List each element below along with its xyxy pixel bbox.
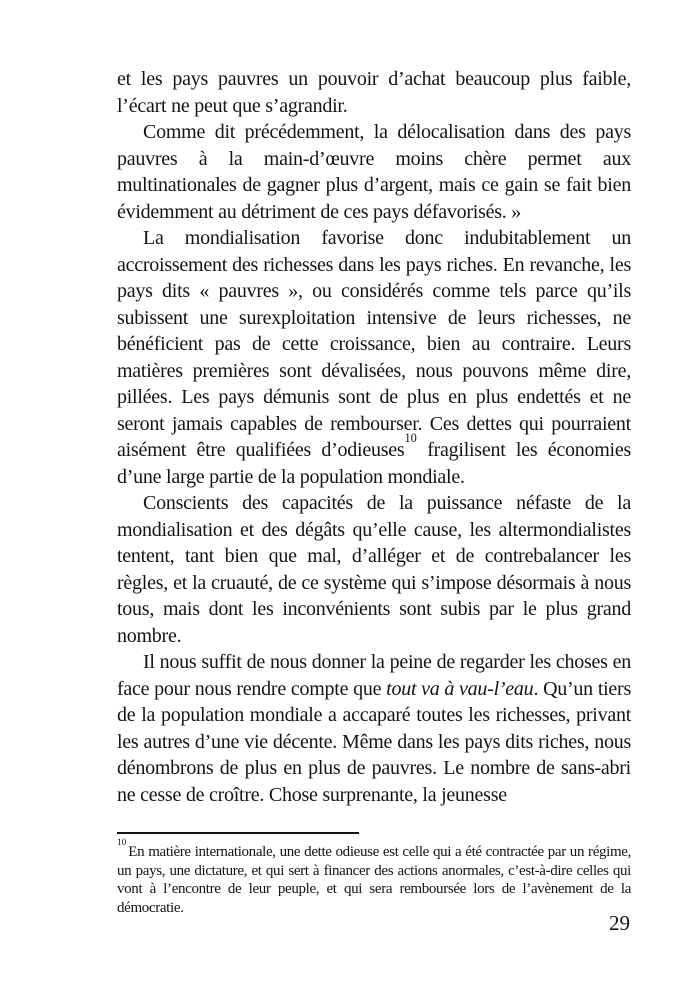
footnote-area: [117, 832, 631, 917]
page-body-text: [117, 66, 631, 808]
paragraph-text-after-footnote-ref: fragilisent les économies d’une large partie de la population mondiale.: [117, 439, 632, 488]
footnote-body: En matière internationale, une dette odieuse est celle qui a été contractée par un régime, un pays, une dictature, et qui sert à financer des actions anormales, c’est-à-dire celles qui vont à l’encontre de leur peuple, et qui sera remboursée lors de l’avènement de la démocratie.: [117, 844, 631, 916]
page-number: 29: [609, 911, 630, 935]
paragraph-constat: [117, 649, 631, 808]
footnote-reference-10: 10: [404, 430, 417, 445]
paragraph-continuation: et les pays pauvres un pouvoir d’achat beaucoup plus faible, l’écart ne peut que s’agrandir.: [117, 68, 631, 117]
italic-phrase: tout va à vau-l’eau: [386, 677, 534, 700]
footnote-text: [117, 838, 631, 917]
footnote-separator-rule: [117, 832, 359, 834]
paragraph-mondialisation: [117, 225, 631, 490]
paragraph-text-after-italic: . Qu’un tiers de la population mondiale a accaparé toutes les richesses, privant les autres d’une vie décente. Même dans les pays dits riches, nous dénombrons de plus en plus de pauvres. Le nombre de sans-abri ne cesse de croître. Chose surprenante, la jeunesse: [117, 677, 632, 806]
footnote-marker-10: 10: [117, 838, 127, 849]
paragraph-text-before-footnote-ref: La mondialisation favorise donc indubitablement un accroissement des richesses dans les pays riches. En revanche, les pays dits « pauvres », ou considérés comme tels parce qu’ils subissent une surexploitation intensive de leurs richesses, ne bénéficient pas de cette croissance, bien au contraire. Leurs matières premières sont dévalisées, nous pouvons même dire, pillées. Les pays démunis sont de plus en plus endettés et ne seront jamais capables de rembourser. Ces dettes qui pourraient aisément être qualifiées d’odieuses: [117, 227, 631, 461]
paragraph-altermondialistes: Conscients des capacités de la puissance néfaste de la mondialisation et des dégâts qu’elle cause, les altermondialistes tentent, tant bien que mal, d’alléger et de contrebalancer les règles, et la cruauté, de ce système qui s’impose désormais à nous tous, mais dont les inconvénients sont subis par le plus grand nombre.: [117, 492, 631, 647]
paragraph-text-before-italic: Il nous suffit de nous donner la peine de regarder les choses en face pour nous rendre compte que: [117, 651, 631, 700]
paragraph-delocalisation: Comme dit précédemment, la délocalisation dans des pays pauvres à la main-d’œuvre moins chère permet aux multinationales de gagner plus d’argent, mais ce gain se fait bien évidemment au détriment de ces pays défavorisés. »: [117, 121, 631, 223]
